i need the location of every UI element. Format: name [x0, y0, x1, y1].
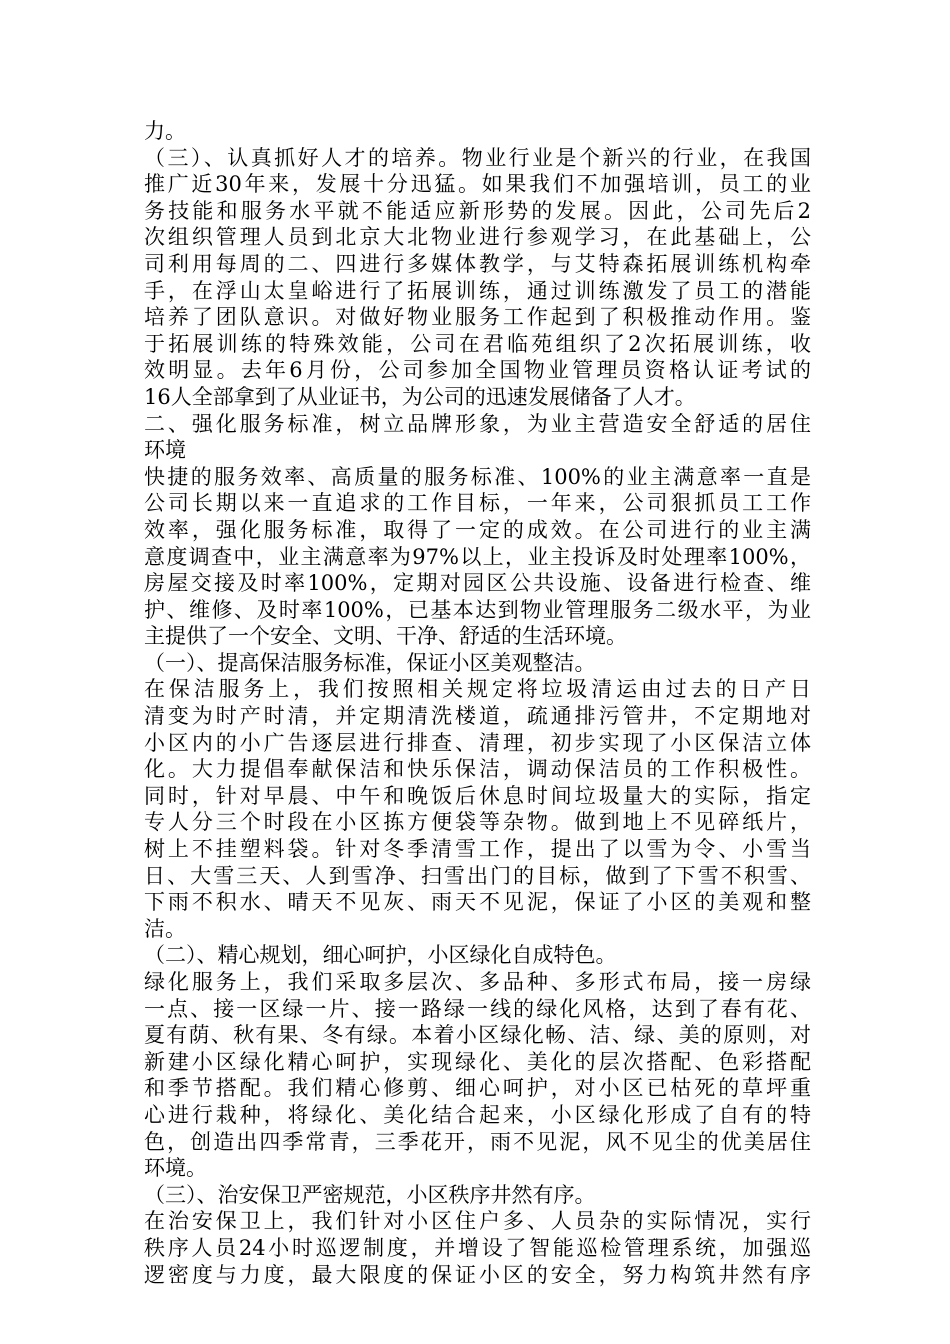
- text-line: 秩序人员24小时巡逻制度，并增设了智能巡检管理系统，加强巡: [144, 1235, 811, 1260]
- text-line: 清变为时产时清，并定期清洗楼道，疏通排污管井，不定期地对: [144, 704, 811, 729]
- text-line: 房屋交接及时率100%，定期对园区公共设施、设备进行检查、维: [144, 571, 811, 596]
- text-line: 意度调查中，业主满意率为97%以上，业主投诉及时处理率100%，: [144, 544, 811, 569]
- text-line: 16人全部拿到了从业证书，为公司的迅速发展储备了人才。: [144, 384, 696, 409]
- text-line: 务技能和服务水平就不能适应新形势的发展。因此，公司先后2: [144, 198, 811, 223]
- text-line: 护、维修、及时率100%，已基本达到物业管理服务二级水平，为业: [144, 597, 811, 622]
- text-line: 效明显。去年6月份，公司参加全国物业管理员资格认证考试的: [144, 358, 811, 383]
- text-line: 色，创造出四季常青，三季花开，雨不见泥，风不见尘的优美居住: [144, 1129, 811, 1154]
- text-line: 推广近30年来，发展十分迅猛。如果我们不加强培训，员工的业: [144, 172, 811, 197]
- text-line: 于拓展训练的特殊效能，公司在君临苑组织了2次拓展训练，收: [144, 331, 811, 356]
- section-heading: 二、强化服务标准，树立品牌形象，为业主营造安全舒适的居住: [144, 411, 811, 436]
- text-line: 洁。: [144, 916, 186, 941]
- text-line: 效率，强化服务标准，取得了一定的成效。在公司进行的业主满: [144, 517, 811, 542]
- text-line: 在治安保卫上，我们针对小区住户多、人员杂的实际情况，实行: [144, 1209, 811, 1234]
- text-line: 司利用每周的二、四进行多媒体教学，与艾特森拓展训练机构牵: [144, 251, 811, 276]
- text-line: 和季节搭配。我们精心修剪、细心呵护，对小区已枯死的草坪重: [144, 1076, 811, 1101]
- section-heading: 环境: [144, 438, 186, 463]
- subsection-heading: （二）、精心规划，细心呵护，小区绿化自成特色。: [144, 943, 617, 968]
- subsection-heading: （三）、治安保卫严密规范，小区秩序井然有序。: [144, 1182, 596, 1207]
- text-line: 小区内的小广告逐层进行排查、清理，初步实现了小区保洁立体: [144, 730, 811, 755]
- text-line: 树上不挂塑料袋。针对冬季清雪工作，提出了以雪为令、小雪当: [144, 837, 811, 862]
- text-line: 培养了团队意识。对做好物业服务工作起到了积极推动作用。鉴: [144, 305, 811, 330]
- text-line: 主提供了一个安全、文明、干净、舒适的生活环境。: [144, 624, 627, 649]
- text-line: 下雨不积水、晴天不见灰、雨天不见泥，保证了小区的美观和整: [144, 890, 811, 915]
- text-line: 绿化服务上，我们采取多层次、多品种、多形式布局，接一房绿: [144, 970, 811, 994]
- text-line: 化。大力提倡奉献保洁和快乐保洁，调动保洁员的工作积极性。: [144, 757, 811, 782]
- text-line: 专人分三个时段在小区拣方便袋等杂物。做到地上不见碎纸片，: [144, 810, 811, 835]
- subsection-heading: （一）、提高保洁服务标准，保证小区美观整洁。: [144, 650, 596, 675]
- text-line: 环境。: [144, 1156, 207, 1181]
- text-line: 逻密度与力度，最大限度的保证小区的安全，努力构筑井然有序: [144, 1262, 811, 1287]
- text-line: 手，在浮山太皇峪进行了拓展训练，通过训练激发了员工的潜能: [144, 278, 811, 303]
- text-line: 力。: [144, 119, 186, 143]
- text-line: 公司长期以来一直追求的工作目标，一年来，公司狠抓员工工作: [144, 491, 811, 516]
- document-body: [144, 118, 811, 1288]
- text-line: 同时，针对早晨、中午和晚饭后休息时间垃圾量大的实际，指定: [144, 783, 811, 808]
- text-line: 心进行栽种，将绿化、美化结合起来，小区绿化形成了自有的特: [144, 1102, 811, 1127]
- text-line: （三）、认真抓好人才的培养。物业行业是个新兴的行业，在我国: [144, 145, 811, 170]
- text-line: 日、大雪三天、人到雪净、扫雪出门的目标，做到了下雪不积雪、: [144, 863, 811, 888]
- text-line: 夏有荫、秋有果、冬有绿。本着小区绿化畅、洁、绿、美的原则，对: [144, 1023, 811, 1048]
- text-line: 在保洁服务上，我们按照相关规定将垃圾清运由过去的日产日: [144, 677, 811, 702]
- text-line: 次组织管理人员到北京大北物业进行参观学习，在此基础上，公: [144, 225, 811, 250]
- text-line: 新建小区绿化精心呵护，实现绿化、美化的层次搭配、色彩搭配: [144, 1049, 811, 1074]
- text-line: 一点、接一区绿一片、接一路绿一线的绿化风格，达到了春有花、: [144, 996, 811, 1021]
- text-line: 快捷的服务效率、高质量的服务标准、100%的业主满意率一直是: [144, 464, 811, 489]
